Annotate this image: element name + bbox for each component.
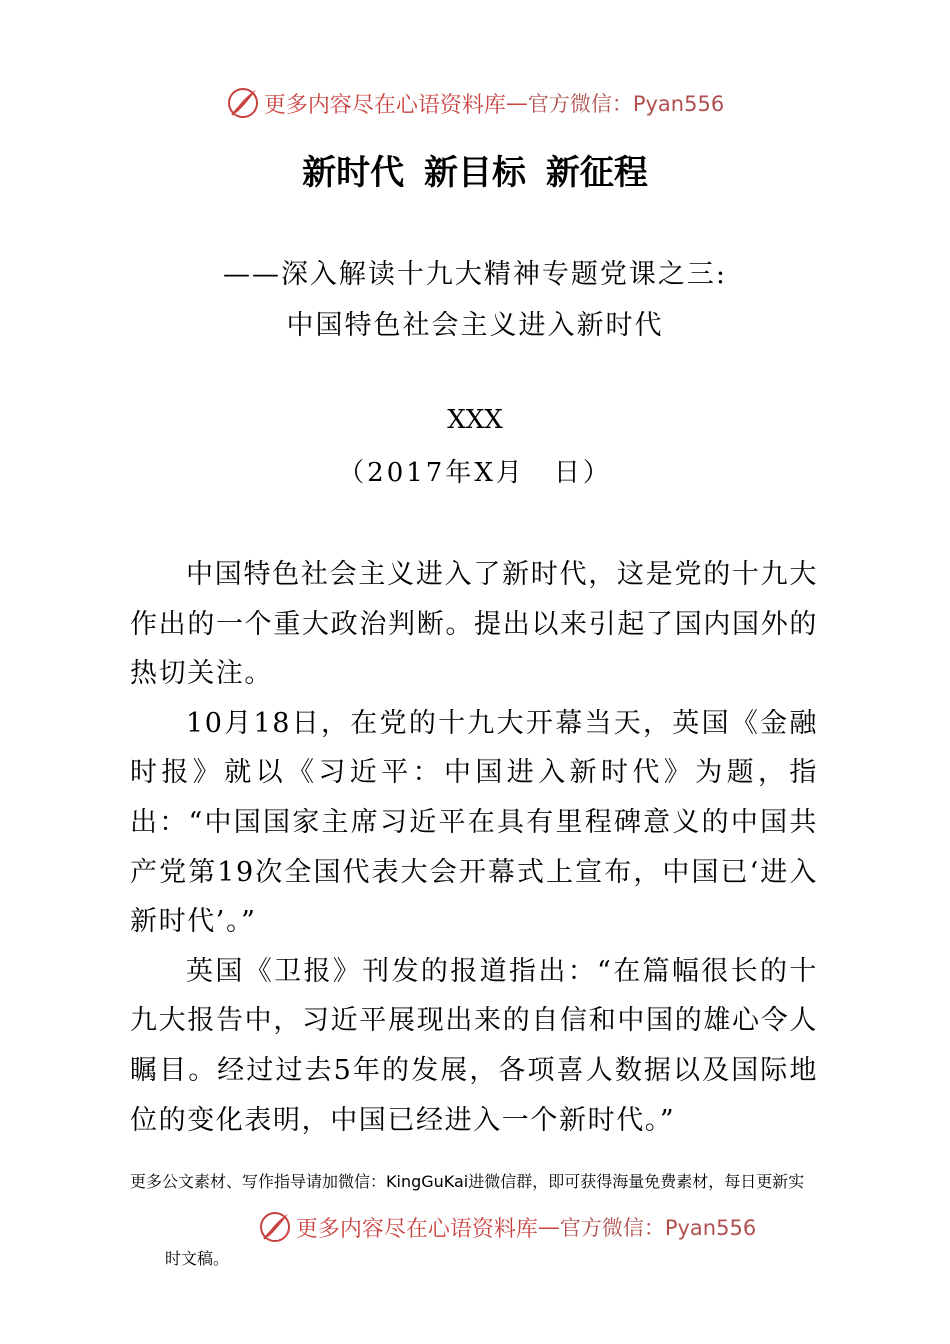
watermark-dash: — [505,90,528,116]
author-name: XXX [447,405,503,435]
watermark-left-text: 更多内容尽在心语资料库 [263,92,506,118]
document-date: （2017年X月 日） [338,458,612,488]
footer-note-continued: 时文稿。 [165,1249,230,1268]
watermark-left-text: 更多内容尽在心语资料库 [295,1216,538,1242]
footer-note: 更多公文素材、写作指导请加微信：KingGuKai进微信群，即可获得海量免费素材，每日更新实 [130,1172,805,1191]
paragraph: 英国《卫报》刊发的报道指出：“在篇幅很长的十九大报告中，习近平展现出来的自信和中国的雄心令人瞩目。经过过去5年的发展，各项喜人数据以及国际地位的变化表明，中国已经进入一个新时代。” [130,955,818,1136]
watermark-right-text: 官方微信：Pyan556 [527,92,725,116]
document-title: 新时代 新目标 新征程 [302,153,648,193]
quill-logo-icon [258,1210,292,1244]
watermark-top [0,86,950,120]
watermark-dash: — [537,1214,560,1240]
paragraph: 中国特色社会主义进入了新时代，这是党的十九大作出的一个重大政治判断。提出以来引起了国内国外的热切关注。 [130,559,818,690]
subtitle-line-1: ——深入解读十九大精神专题党课之三: [222,259,728,290]
watermark-bottom [32,1210,950,1244]
quill-logo-icon [226,86,260,120]
subtitle-line-2: 中国特色社会主义进入新时代 [286,310,664,341]
body-text [130,550,818,1145]
watermark-right-text: 官方微信：Pyan556 [559,1216,757,1240]
paragraph: 10月18日，在党的十九大开幕当天，英国《金融时报》就以《习近平：中国进入新时代》为题，指出：“中国国家主席习近平在具有里程碑意义的中国共产党第19次全国代表大会开幕式上宣布，中国已‘进入新时代’。” [130,707,818,938]
